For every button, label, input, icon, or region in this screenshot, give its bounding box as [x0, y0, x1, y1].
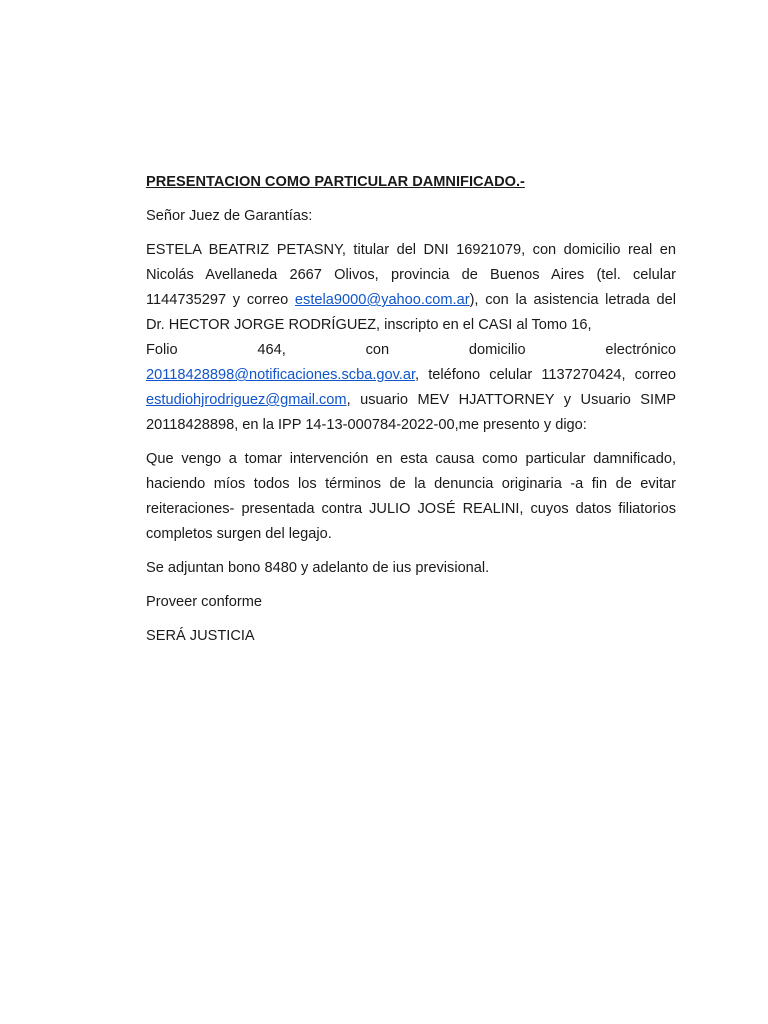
- document-body: [146, 170, 676, 658]
- paragraph-presentation: [146, 238, 676, 438]
- folio-word: 464,: [257, 342, 286, 358]
- text-segment: ESTELA BEATRIZ PETASNY, titular del DNI 16921079, con domicilio real en Nicolás Avellaneda 2667 Olivos, provincia de Buenos Aires (tel. celular 1144735297 y correo: [146, 242, 676, 308]
- folio-word: Folio: [146, 342, 178, 358]
- paragraph-intervention: Que vengo a tomar intervención en esta causa como particular damnificado, haciendo míos todos los términos de la denuncia originaria -a fin de evitar reiteraciones- presentada contra JULIO JOSÉ REALINI, cuyos datos filiatorios completos surgen del legajo.: [146, 451, 676, 542]
- paragraph-presentation-part-2: [146, 363, 676, 438]
- paragraph-presentation-part-1: [146, 238, 676, 338]
- email-link-estudio[interactable]: estudiohjrodriguez@gmail.com: [146, 392, 347, 408]
- folio-word: domicilio: [468, 342, 526, 358]
- email-link-notificaciones[interactable]: 20118428898@notificaciones.scba.gov.ar: [146, 367, 416, 383]
- folio-word: electrónico: [605, 342, 676, 358]
- folio-word: con: [365, 342, 390, 358]
- text-segment: ), con la asistencia letrada del Dr. HECTOR JORGE RODRÍGUEZ, inscripto en el CASI al Tomo 16,: [146, 292, 676, 333]
- text-segment: , teléfono celular 1137270424, correo: [415, 367, 676, 383]
- document-title: PRESENTACION COMO PARTICULAR DAMNIFICADO.-: [146, 174, 525, 190]
- paragraph-request: Proveer conforme: [146, 594, 262, 610]
- folio-line: [146, 338, 676, 363]
- salutation: Señor Juez de Garantías:: [146, 208, 313, 224]
- email-link-petasny[interactable]: estela9000@yahoo.com.ar: [294, 292, 470, 308]
- paragraph-closing: SERÁ JUSTICIA: [146, 628, 255, 644]
- text-segment: , usuario MEV HJATTORNEY y Usuario SIMP 20118428898, en la IPP 14-13-000784-2022-00,me presento y digo:: [146, 392, 676, 433]
- paragraph-attachments: Se adjuntan bono 8480 y adelanto de ius previsional.: [146, 560, 490, 576]
